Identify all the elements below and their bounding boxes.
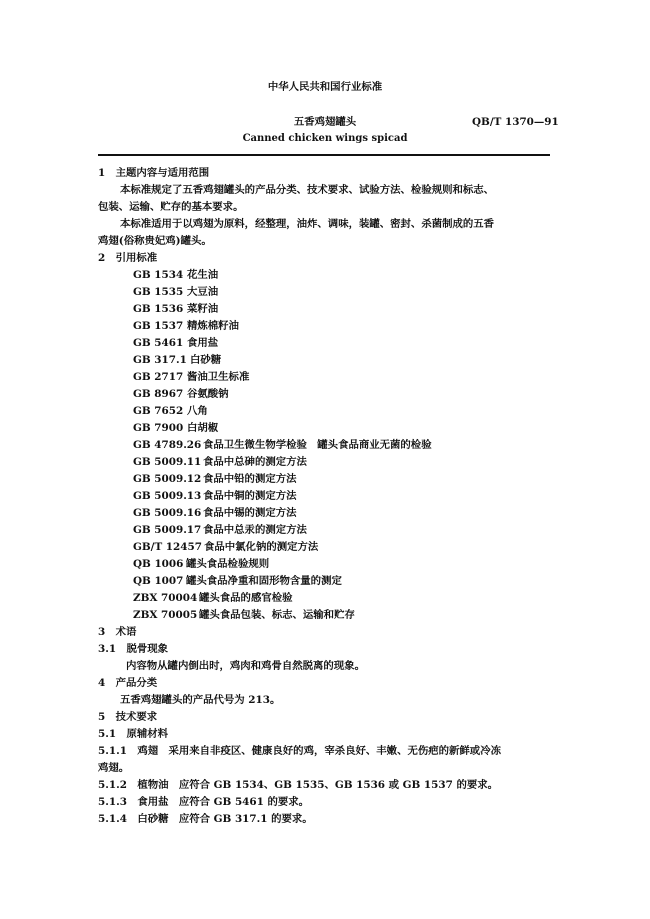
- ref-code: GB/T 12457: [133, 541, 202, 553]
- ref-code: GB 4789.26: [133, 439, 202, 451]
- ref-code: GB 8967: [133, 388, 184, 400]
- section-1-para-1-line-1: 本标准规定了五香鸡翅罐头的产品分类、技术要求、试验方法、检验规则和标志、: [120, 184, 495, 196]
- ref-code: GB 2717: [133, 371, 184, 383]
- ref-code: GB 5009.12: [133, 473, 202, 485]
- standard-title-cn: 五香鸡翅罐头: [293, 116, 357, 128]
- ref-name: 大豆油: [187, 286, 219, 298]
- header-rule: [98, 154, 550, 156]
- standard-title-en: Canned chicken wings spicad: [242, 133, 408, 144]
- ref-name: 食品中锡的测定方法: [203, 507, 297, 519]
- ref-name: 食品卫生微生物学检验 罐头食品商业无菌的检验: [203, 439, 432, 451]
- ref-code: GB 1536: [133, 303, 184, 315]
- ref-name: 罐头食品净重和固形物含量的测定: [186, 575, 342, 587]
- clause-5-1-1-line-1: 5.1.1 鸡翅 采用来自非疫区、健康良好的鸡，宰杀良好、丰嫩、无伤疤的新鲜或冷冻: [98, 745, 501, 757]
- section-4-heading: 4 产品分类: [98, 677, 158, 689]
- ref-code: GB 1537: [133, 320, 184, 332]
- ref-name: 精炼棉籽油: [187, 320, 239, 332]
- clause-5-1-4: 5.1.4 白砂糖 应符合 GB 317.1 的要求。: [98, 813, 313, 825]
- ref-code: QB 1007: [133, 575, 184, 587]
- section-1-para-2-line-1: 本标准适用于以鸡翅为原料，经整理，油炸、调味，装罐、密封、杀菌制成的五香: [120, 218, 495, 230]
- ref-code: GB 5009.16: [133, 507, 202, 519]
- ref-name: 罐头食品包装、标志、运输和贮存: [199, 609, 355, 621]
- section-3-1-text: 内容物从罐内倒出时，鸡肉和鸡骨自然脱离的现象。: [126, 660, 365, 672]
- ref-code: GB 5009.13: [133, 490, 202, 502]
- ref-name: 白胡椒: [187, 422, 219, 434]
- ref-name: 菜籽油: [187, 303, 219, 315]
- ref-code: GB 7900: [133, 422, 184, 434]
- section-4-text: 五香鸡翅罐头的产品代号为 213。: [120, 694, 281, 706]
- section-1-para-1-line-2: 包装、运输、贮存的基本要求。: [98, 201, 244, 213]
- section-1-heading: 1 主题内容与适用范围: [98, 167, 210, 179]
- section-3-heading: 3 术语: [98, 626, 137, 638]
- section-5-1-heading: 5.1 原辅材料: [98, 728, 169, 740]
- ref-name: 白砂糖: [190, 354, 222, 366]
- ref-name: 食品中总汞的测定方法: [203, 524, 307, 536]
- ref-code: GB 5461: [133, 337, 184, 349]
- standard-code: QB/T 1370—91: [472, 116, 559, 128]
- ref-name: 食品中总砷的测定方法: [203, 456, 307, 468]
- ref-code: QB 1006: [133, 558, 184, 570]
- section-5-heading: 5 技术要求: [98, 711, 158, 723]
- ref-name: 酱油卫生标准: [187, 371, 250, 383]
- ref-name: 谷氨酸钠: [187, 388, 229, 400]
- ref-code: GB 317.1: [133, 354, 187, 366]
- ref-name: 食品中氯化钠的测定方法: [204, 541, 319, 553]
- section-3-1-heading: 3.1 脱骨现象: [98, 643, 169, 655]
- clause-5-1-2: 5.1.2 植物油 应符合 GB 1534、GB 1535、GB 1536 或 GB 1537 的要求。: [98, 779, 499, 791]
- org-title: 中华人民共和国行业标准: [267, 81, 383, 93]
- ref-code: GB 7652: [133, 405, 184, 417]
- ref-name: 罐头食品的感官检验: [199, 592, 293, 604]
- ref-name: 罐头食品检验规则: [186, 558, 270, 570]
- ref-code: GB 1534: [133, 269, 184, 281]
- ref-code: ZBX 70004: [133, 592, 198, 604]
- ref-name: 食用盐: [187, 337, 219, 349]
- ref-code: GB 1535: [133, 286, 184, 298]
- ref-name: 食品中铅的测定方法: [203, 473, 297, 485]
- section-1-para-2-line-2: 鸡翅(俗称贵妃鸡)罐头。: [98, 235, 212, 247]
- ref-name: 花生油: [187, 269, 219, 281]
- clause-5-1-3: 5.1.3 食用盐 应符合 GB 5461 的要求。: [98, 796, 310, 808]
- ref-name: 食品中铜的测定方法: [203, 490, 297, 502]
- ref-code: GB 5009.11: [133, 456, 202, 468]
- ref-code: ZBX 70005: [133, 609, 198, 621]
- clause-5-1-1-line-2: 鸡翅。: [98, 762, 130, 774]
- ref-name: 八角: [187, 405, 208, 417]
- ref-code: GB 5009.17: [133, 524, 202, 536]
- section-2-heading: 2 引用标准: [98, 252, 158, 264]
